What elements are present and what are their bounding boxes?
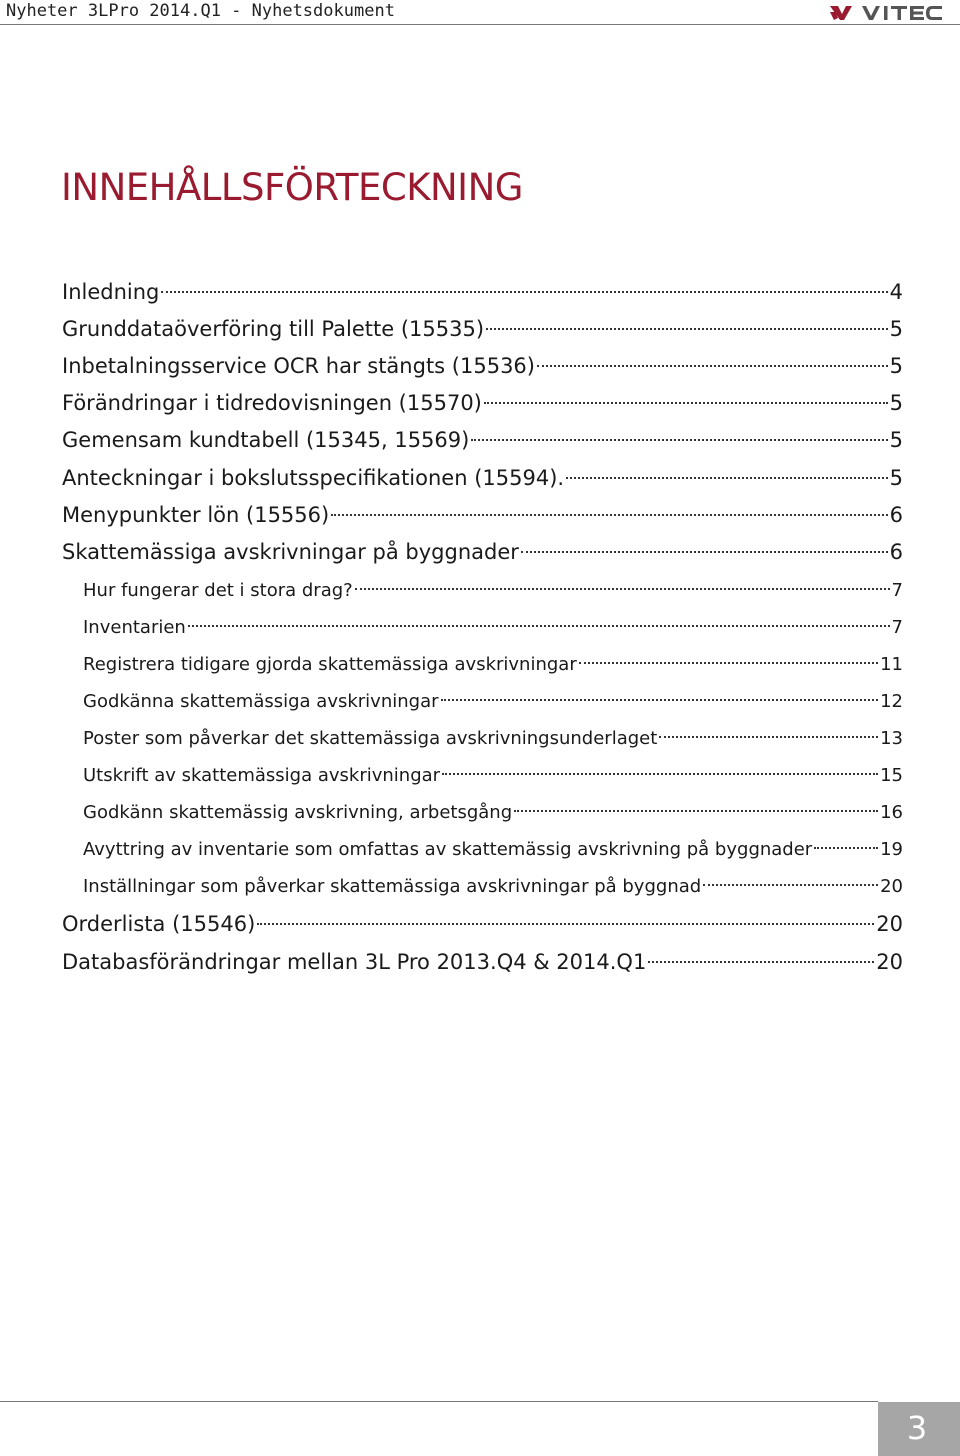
toc-entry-label: Godkänn skattemässig avskrivning, arbetsgång — [83, 802, 513, 823]
toc-dot-leader — [442, 773, 878, 775]
toc-entry-label: Hur fungerar det i stora drag? — [83, 580, 353, 601]
toc-entry[interactable] — [62, 317, 903, 347]
toc-dot-leader — [514, 810, 878, 812]
toc-dot-leader — [579, 662, 878, 664]
toc-dot-leader — [814, 847, 878, 849]
toc-dot-leader — [659, 736, 878, 738]
toc-entry[interactable] — [83, 654, 903, 680]
toc-dot-leader — [355, 588, 890, 590]
page-header — [0, 0, 960, 25]
toc-dot-leader — [537, 365, 888, 367]
toc-entry-label: Databasförändringar mellan 3L Pro 2013.Q4 & 2014.Q1 — [62, 950, 647, 974]
toc-entry[interactable] — [62, 540, 903, 570]
toc-entry-label: Inventarien — [83, 617, 186, 638]
toc-entry[interactable] — [62, 354, 903, 384]
toc-entry-page: 20 — [880, 876, 903, 897]
toc-dot-leader — [331, 514, 887, 516]
toc-entry-page: 11 — [880, 654, 903, 675]
toc-entry[interactable] — [83, 580, 903, 606]
toc-entry[interactable] — [62, 280, 903, 310]
toc-entry-page: 5 — [889, 466, 903, 490]
toc-dot-leader — [703, 884, 878, 886]
toc-entry[interactable] — [83, 876, 903, 902]
toc-entry-page: 7 — [891, 617, 903, 638]
toc-entry-page: 20 — [876, 950, 903, 974]
vitec-logo — [828, 2, 948, 22]
toc-entry[interactable] — [62, 912, 903, 942]
toc-entry-page: 15 — [880, 765, 903, 786]
footer-divider — [0, 1401, 878, 1402]
toc-entry-page: 5 — [889, 428, 903, 452]
toc-dot-leader — [257, 923, 874, 925]
toc-dot-leader — [521, 551, 888, 553]
page-number-box — [878, 1402, 960, 1456]
toc-entry-label: Menypunkter lön (15556) — [62, 503, 330, 527]
document-title: Nyheter 3LPro 2014.Q1 - Nyhetsdokument — [6, 1, 395, 21]
toc-entry-page: 5 — [889, 354, 903, 378]
toc-dot-leader — [441, 699, 879, 701]
toc-entry-label: Utskrift av skattemässiga avskrivningar — [83, 765, 441, 786]
toc-entry-page: 4 — [889, 280, 903, 304]
toc-entry-page: 16 — [880, 802, 903, 823]
toc-entry-page: 19 — [880, 839, 903, 860]
toc-entry[interactable] — [83, 802, 903, 828]
toc-entry-page: 7 — [891, 580, 903, 601]
toc-dot-leader — [486, 328, 888, 330]
toc-entry-page: 5 — [889, 317, 903, 341]
toc-dot-leader — [566, 477, 888, 479]
toc-entry-page: 5 — [889, 391, 903, 415]
toc-dot-leader — [188, 625, 890, 627]
toc-entry-page: 20 — [876, 912, 903, 936]
toc-entry[interactable] — [83, 765, 903, 791]
toc-entry-label: Inledning — [62, 280, 160, 304]
toc-entry-label: Godkänna skattemässiga avskrivningar — [83, 691, 439, 712]
toc-entry-page: 6 — [889, 503, 903, 527]
toc-entry-label: Poster som påverkar det skattemässiga avskrivningsunderlaget — [83, 728, 658, 749]
toc-entry-label: Avyttring av inventarie som omfattas av skattemässig avskrivning på byggnader — [83, 839, 813, 860]
toc-entry[interactable] — [62, 466, 903, 496]
toc-entry[interactable] — [83, 839, 903, 865]
toc-entry-page: 13 — [880, 728, 903, 749]
toc-entry[interactable] — [62, 950, 903, 980]
toc-dot-leader — [648, 961, 874, 963]
toc-entry-label: Gemensam kundtabell (15345, 15569) — [62, 428, 470, 452]
toc-entry-label: Registrera tidigare gjorda skattemässiga avskrivningar — [83, 654, 577, 675]
toc-entry-label: Inställningar som påverkar skattemässiga avskrivningar på byggnad — [83, 876, 702, 897]
toc-entry-label: Inbetalningsservice OCR har stängts (15536) — [62, 354, 535, 378]
toc-entry[interactable] — [83, 728, 903, 754]
page-number: 3 — [906, 1409, 928, 1447]
toc-entry-label: Anteckningar i bokslutsspecifikationen (15594). — [62, 466, 565, 490]
toc-entry-page: 6 — [889, 540, 903, 564]
toc-heading: INNEHÅLLSFÖRTECKNING — [61, 166, 523, 209]
toc-dot-leader — [471, 439, 887, 441]
toc-entry[interactable] — [83, 691, 903, 717]
toc-entry[interactable] — [62, 503, 903, 533]
toc-entry[interactable] — [83, 617, 903, 643]
toc-entry-page: 12 — [880, 691, 903, 712]
toc-entry[interactable] — [62, 428, 903, 458]
toc-entry-label: Orderlista (15546) — [62, 912, 256, 936]
toc-entry[interactable] — [62, 391, 903, 421]
toc-entry-label: Förändringar i tidredovisningen (15570) — [62, 391, 482, 415]
toc-entry-label: Grunddataöverföring till Palette (15535) — [62, 317, 485, 341]
toc-dot-leader — [161, 291, 887, 293]
toc-entry-label: Skattemässiga avskrivningar på byggnader — [62, 540, 519, 564]
toc-dot-leader — [484, 402, 888, 404]
